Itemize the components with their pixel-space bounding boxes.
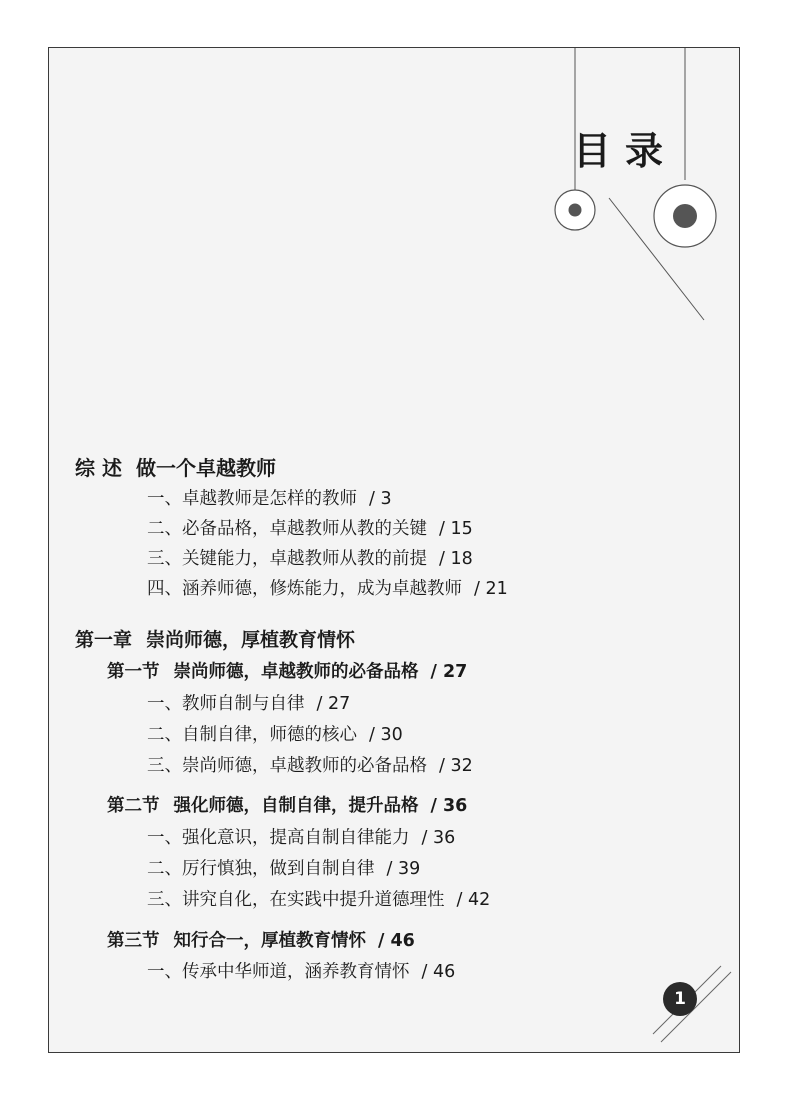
toc-item	[147, 515, 473, 540]
toc-page: / 36	[430, 796, 468, 816]
toc-label: 综 述	[75, 456, 122, 480]
toc-label: 一、	[147, 828, 182, 848]
toc-item	[147, 485, 392, 510]
toc-title: 强化师德，自制自律，提升品格	[173, 796, 419, 816]
toc-item	[147, 545, 473, 570]
toc-label: 一、	[147, 694, 182, 714]
toc-page: / 3	[369, 489, 392, 509]
toc-title: 做一个卓越教师	[135, 456, 276, 480]
toc-page: / 39	[386, 859, 421, 879]
toc-title: 崇尚师德，卓越教师的必备品格	[173, 662, 419, 682]
toc-item	[147, 958, 455, 983]
toc-page: / 21	[474, 579, 508, 599]
page-title: 目录	[573, 129, 678, 173]
toc-page: / 27	[430, 662, 468, 682]
toc-label: 第一节	[107, 662, 160, 682]
page-number-badge: 1	[663, 982, 697, 1016]
toc-title: 讲究自化，在实践中提升道德理性	[182, 890, 445, 910]
toc-page: / 30	[369, 725, 403, 745]
toc-section-entry	[107, 658, 467, 683]
toc-title: 必备品格，卓越教师从教的关键	[182, 519, 427, 539]
toc-title: 崇尚师德，厚植教育情怀	[146, 629, 356, 651]
toc-item	[147, 886, 490, 911]
toc-label: 第三节	[107, 931, 160, 951]
toc-page: / 46	[421, 962, 456, 982]
toc-item	[147, 721, 403, 746]
toc-title: 知行合一，厚植教育情怀	[173, 931, 366, 951]
table-of-contents	[49, 48, 739, 1052]
toc-title: 自制自律，师德的核心	[182, 725, 357, 745]
toc-title: 强化意识，提高自制自律能力	[182, 828, 410, 848]
toc-item	[147, 824, 455, 849]
toc-part-entry	[75, 452, 276, 481]
toc-label: 二、	[147, 725, 182, 745]
toc-page: / 27	[316, 694, 351, 714]
toc-page: / 46	[378, 931, 415, 951]
toc-title: 教师自制与自律	[182, 694, 305, 714]
toc-section-entry	[107, 927, 415, 952]
toc-title: 崇尚师德，卓越教师的必备品格	[182, 756, 427, 776]
toc-label: 一、	[147, 962, 182, 982]
toc-label: 第一章	[75, 629, 133, 651]
toc-item	[147, 855, 420, 880]
toc-label: 三、	[147, 549, 182, 569]
toc-label: 四、	[147, 579, 182, 599]
toc-page: / 36	[421, 828, 456, 848]
toc-item	[147, 690, 350, 715]
toc-label: 二、	[147, 519, 182, 539]
toc-page: / 15	[439, 519, 473, 539]
toc-item	[147, 752, 473, 777]
toc-page: / 32	[439, 756, 473, 776]
toc-label: 三、	[147, 756, 182, 776]
toc-title: 涵养师德，修炼能力，成为卓越教师	[182, 579, 462, 599]
toc-title: 关键能力，卓越教师从教的前提	[182, 549, 427, 569]
toc-page: / 18	[439, 549, 473, 569]
toc-label: 第二节	[107, 796, 160, 816]
toc-label: 一、	[147, 489, 182, 509]
toc-label: 三、	[147, 890, 182, 910]
toc-title: 厉行慎独，做到自制自律	[182, 859, 375, 879]
toc-title: 卓越教师是怎样的教师	[182, 489, 357, 509]
toc-label: 二、	[147, 859, 182, 879]
toc-section-entry	[107, 792, 467, 817]
toc-chapter-entry	[75, 625, 355, 652]
toc-item	[147, 575, 508, 600]
toc-title: 传承中华师道，涵养教育情怀	[182, 962, 410, 982]
document-page	[48, 47, 740, 1053]
toc-page: / 42	[456, 890, 491, 910]
